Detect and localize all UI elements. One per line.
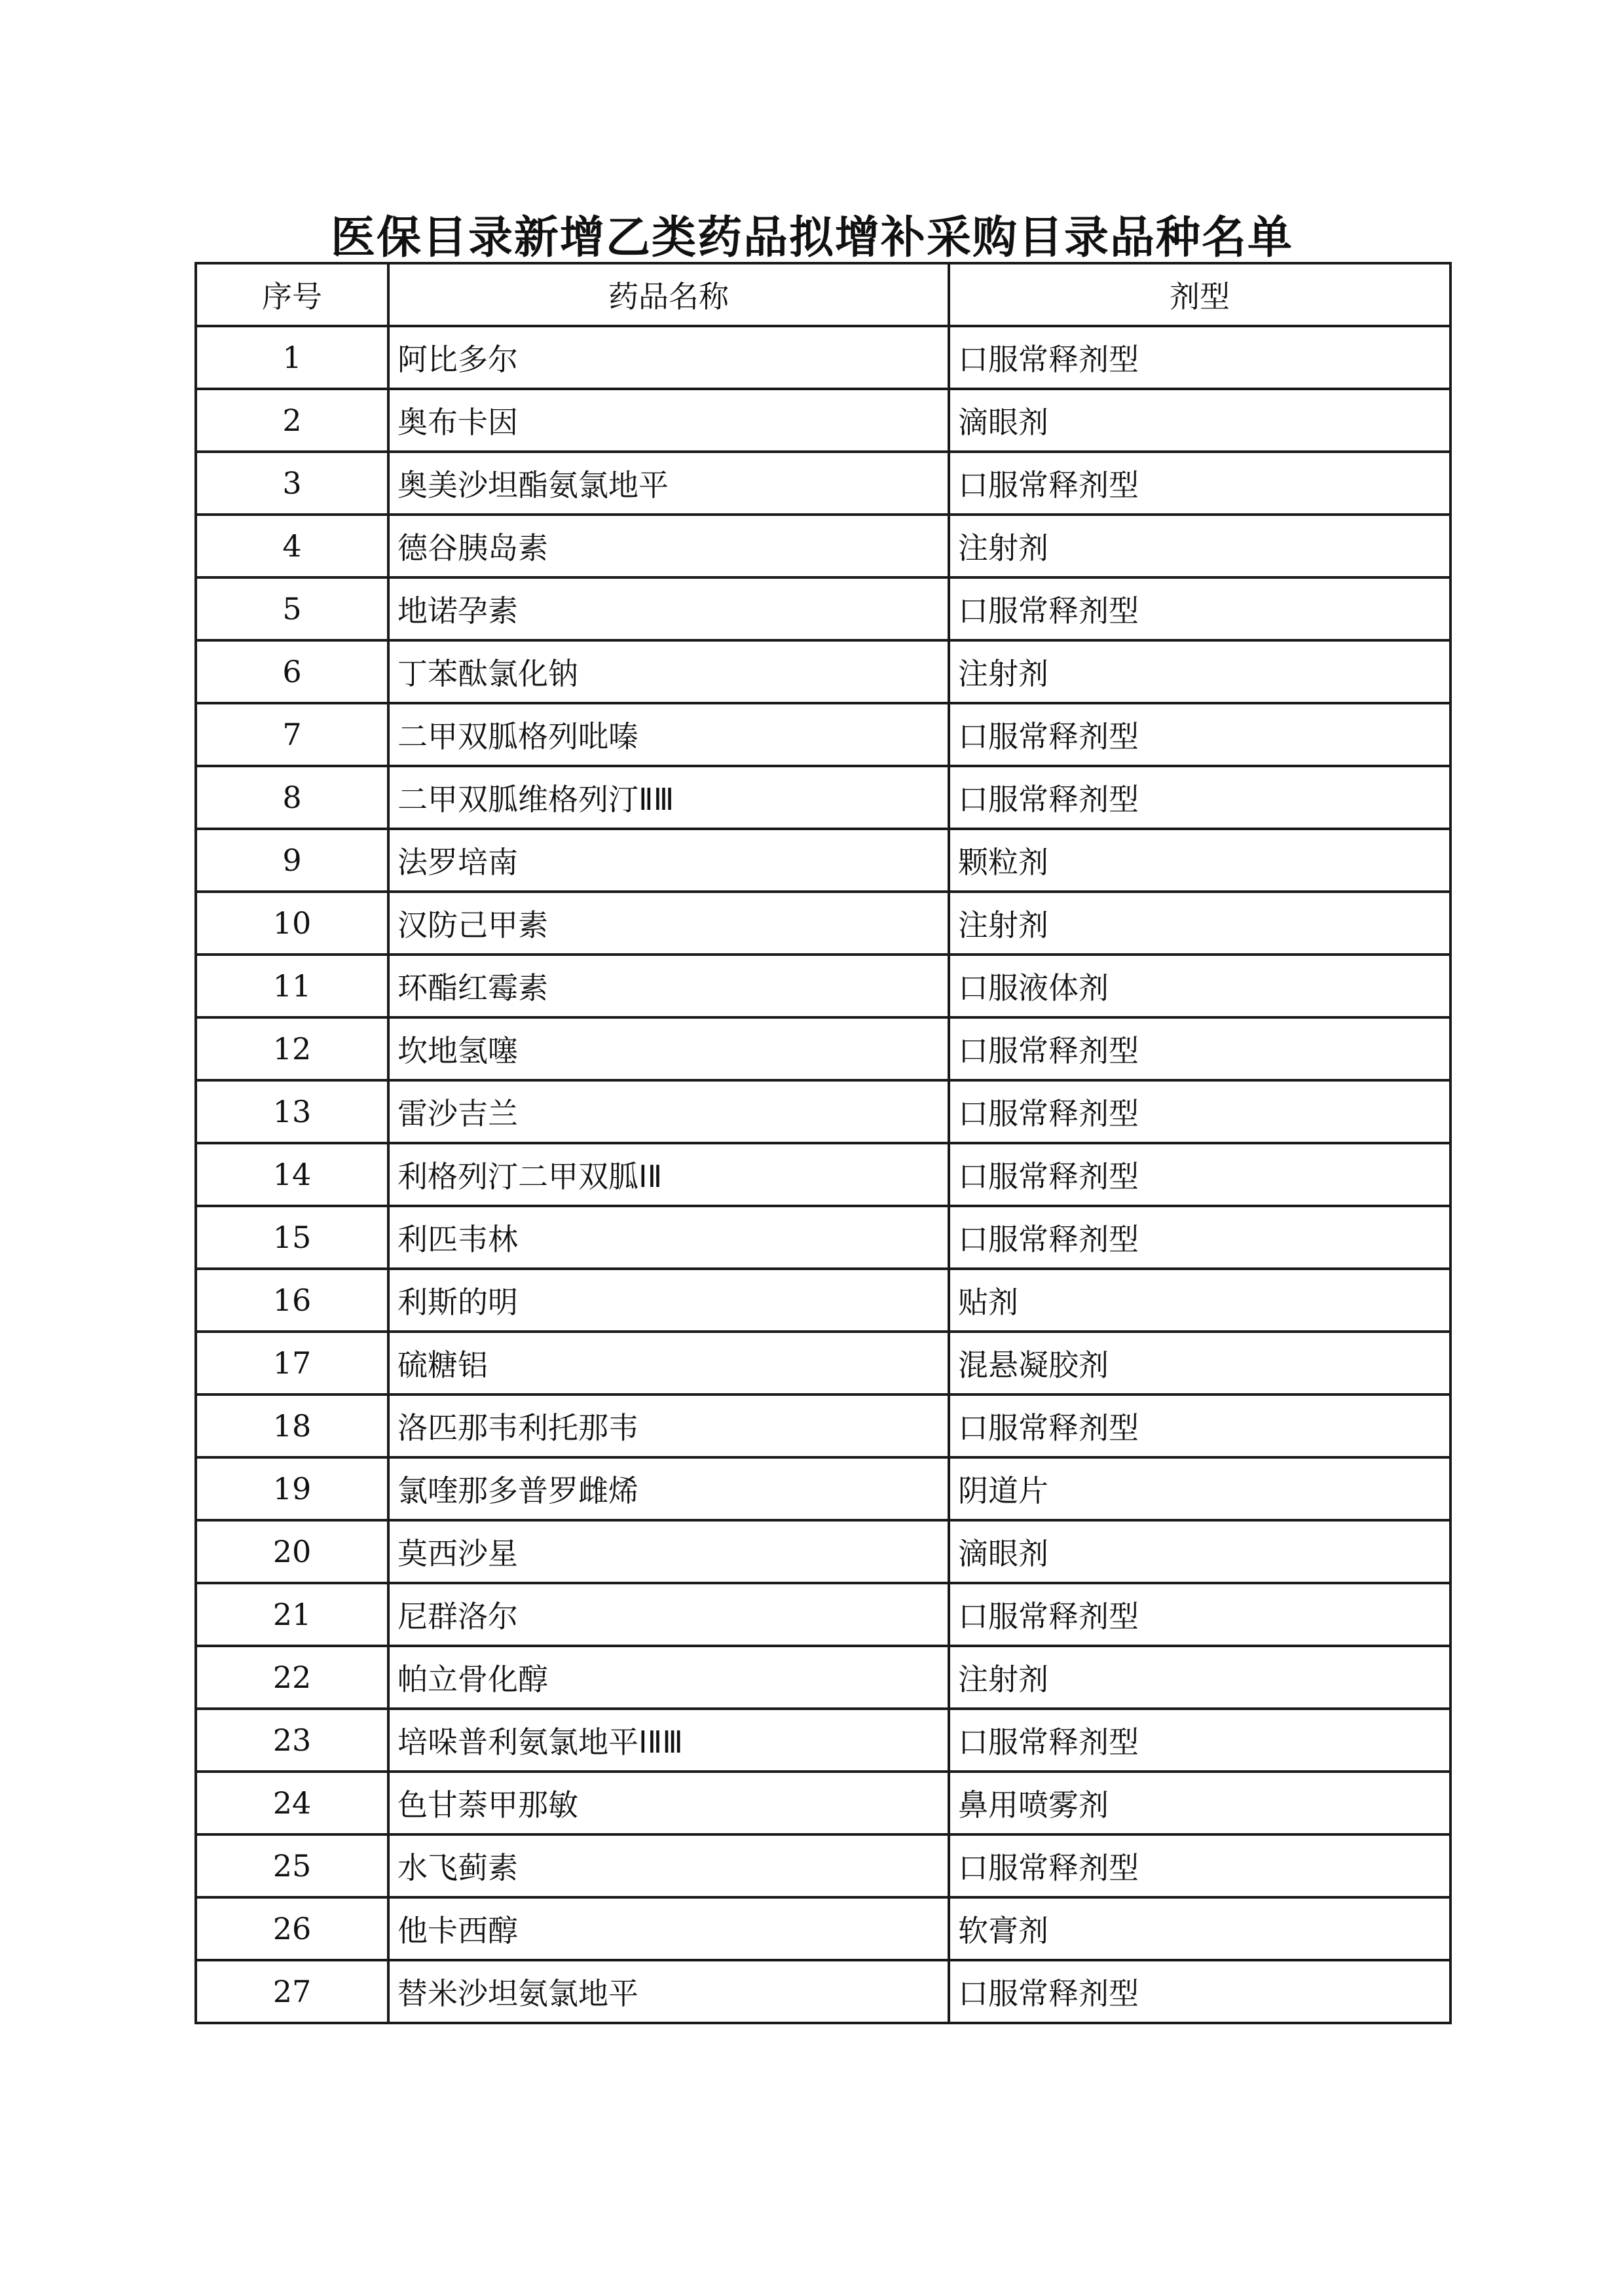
table-row	[196, 1143, 1450, 1206]
dosage-form: 口服常释剂型	[949, 766, 1450, 829]
table-row	[196, 766, 1450, 829]
drug-name: 阿比多尔	[388, 326, 949, 389]
table-row	[196, 515, 1450, 577]
table-row	[196, 1269, 1450, 1332]
dosage-form: 口服常释剂型	[949, 326, 1450, 389]
table-row	[196, 1332, 1450, 1394]
row-number: 27	[196, 1960, 388, 2023]
drug-name: 色甘萘甲那敏	[388, 1772, 949, 1834]
dosage-form: 滴眼剂	[949, 1520, 1450, 1583]
drug-name: 法罗培南	[388, 829, 949, 892]
row-number: 22	[196, 1646, 388, 1709]
header-no: 序号	[196, 263, 388, 326]
table-row	[196, 1960, 1450, 2023]
table-row	[196, 829, 1450, 892]
dosage-form: 口服常释剂型	[949, 703, 1450, 766]
dosage-form: 注射剂	[949, 515, 1450, 577]
dosage-form: 注射剂	[949, 892, 1450, 955]
dosage-form: 口服常释剂型	[949, 1834, 1450, 1897]
drug-name: 坎地氢噻	[388, 1017, 949, 1080]
table-row	[196, 1583, 1450, 1646]
table-row	[196, 1017, 1450, 1080]
dosage-form: 口服常释剂型	[949, 577, 1450, 640]
table-row	[196, 1457, 1450, 1520]
drug-name: 硫糖铝	[388, 1332, 949, 1394]
drug-name: 替米沙坦氨氯地平	[388, 1960, 949, 2023]
row-number: 11	[196, 955, 388, 1017]
table-row	[196, 703, 1450, 766]
dosage-form: 混悬凝胶剂	[949, 1332, 1450, 1394]
drug-name: 丁苯酞氯化钠	[388, 640, 949, 703]
row-number: 10	[196, 892, 388, 955]
row-number: 2	[196, 389, 388, 452]
table-row	[196, 1206, 1450, 1269]
drug-name: 利斯的明	[388, 1269, 949, 1332]
table-header-row	[196, 263, 1450, 326]
drug-name: 二甲双胍格列吡嗪	[388, 703, 949, 766]
row-number: 1	[196, 326, 388, 389]
row-number: 21	[196, 1583, 388, 1646]
row-number: 6	[196, 640, 388, 703]
drug-name: 环酯红霉素	[388, 955, 949, 1017]
row-number: 9	[196, 829, 388, 892]
dosage-form: 口服常释剂型	[949, 1960, 1450, 2023]
table-row	[196, 1520, 1450, 1583]
table-row	[196, 1080, 1450, 1143]
dosage-form: 口服常释剂型	[949, 1583, 1450, 1646]
dosage-form: 软膏剂	[949, 1897, 1450, 1960]
table-row	[196, 1709, 1450, 1772]
row-number: 5	[196, 577, 388, 640]
drug-name: 他卡西醇	[388, 1897, 949, 1960]
row-number: 12	[196, 1017, 388, 1080]
row-number: 24	[196, 1772, 388, 1834]
dosage-form: 口服常释剂型	[949, 452, 1450, 515]
drug-list-table	[194, 262, 1452, 2024]
drug-name: 雷沙吉兰	[388, 1080, 949, 1143]
drug-name: 德谷胰岛素	[388, 515, 949, 577]
drug-name: 利匹韦林	[388, 1206, 949, 1269]
table-row	[196, 389, 1450, 452]
table-row	[196, 1897, 1450, 1960]
table-row	[196, 326, 1450, 389]
drug-name: 奥美沙坦酯氨氯地平	[388, 452, 949, 515]
drug-name: 尼群洛尔	[388, 1583, 949, 1646]
drug-name: 二甲双胍维格列汀ⅡⅢ	[388, 766, 949, 829]
document-title: 医保目录新增乙类药品拟增补采购目录品种名单	[330, 211, 1293, 264]
dosage-form: 口服常释剂型	[949, 1017, 1450, 1080]
drug-name: 水飞蓟素	[388, 1834, 949, 1897]
row-number: 20	[196, 1520, 388, 1583]
header-dosage-form: 剂型	[949, 263, 1450, 326]
table-row	[196, 1646, 1450, 1709]
table-row	[196, 1772, 1450, 1834]
row-number: 7	[196, 703, 388, 766]
row-number: 3	[196, 452, 388, 515]
dosage-form: 鼻用喷雾剂	[949, 1772, 1450, 1834]
table-row	[196, 955, 1450, 1017]
table-row	[196, 577, 1450, 640]
drug-name: 汉防己甲素	[388, 892, 949, 955]
dosage-form: 口服液体剂	[949, 955, 1450, 1017]
drug-name: 氯喹那多普罗雌烯	[388, 1457, 949, 1520]
drug-name: 奥布卡因	[388, 389, 949, 452]
row-number: 18	[196, 1394, 388, 1457]
dosage-form: 贴剂	[949, 1269, 1450, 1332]
row-number: 8	[196, 766, 388, 829]
dosage-form: 口服常释剂型	[949, 1143, 1450, 1206]
table-row	[196, 892, 1450, 955]
header-drug-name: 药品名称	[388, 263, 949, 326]
row-number: 13	[196, 1080, 388, 1143]
dosage-form: 滴眼剂	[949, 389, 1450, 452]
dosage-form: 颗粒剂	[949, 829, 1450, 892]
row-number: 4	[196, 515, 388, 577]
dosage-form: 阴道片	[949, 1457, 1450, 1520]
row-number: 19	[196, 1457, 388, 1520]
row-number: 17	[196, 1332, 388, 1394]
row-number: 16	[196, 1269, 388, 1332]
drug-name: 帕立骨化醇	[388, 1646, 949, 1709]
row-number: 23	[196, 1709, 388, 1772]
row-number: 15	[196, 1206, 388, 1269]
dosage-form: 注射剂	[949, 1646, 1450, 1709]
dosage-form: 注射剂	[949, 640, 1450, 703]
dosage-form: 口服常释剂型	[949, 1709, 1450, 1772]
table-row	[196, 640, 1450, 703]
drug-name: 莫西沙星	[388, 1520, 949, 1583]
dosage-form: 口服常释剂型	[949, 1206, 1450, 1269]
dosage-form: 口服常释剂型	[949, 1080, 1450, 1143]
dosage-form: 口服常释剂型	[949, 1394, 1450, 1457]
drug-name: 地诺孕素	[388, 577, 949, 640]
table-row	[196, 1394, 1450, 1457]
drug-name: 培哚普利氨氯地平ⅠⅡⅢ	[388, 1709, 949, 1772]
drug-name: 利格列汀二甲双胍ⅠⅡ	[388, 1143, 949, 1206]
table-body	[196, 326, 1450, 2023]
table-row	[196, 1834, 1450, 1897]
row-number: 26	[196, 1897, 388, 1960]
row-number: 14	[196, 1143, 388, 1206]
drug-name: 洛匹那韦利托那韦	[388, 1394, 949, 1457]
table-row	[196, 452, 1450, 515]
row-number: 25	[196, 1834, 388, 1897]
